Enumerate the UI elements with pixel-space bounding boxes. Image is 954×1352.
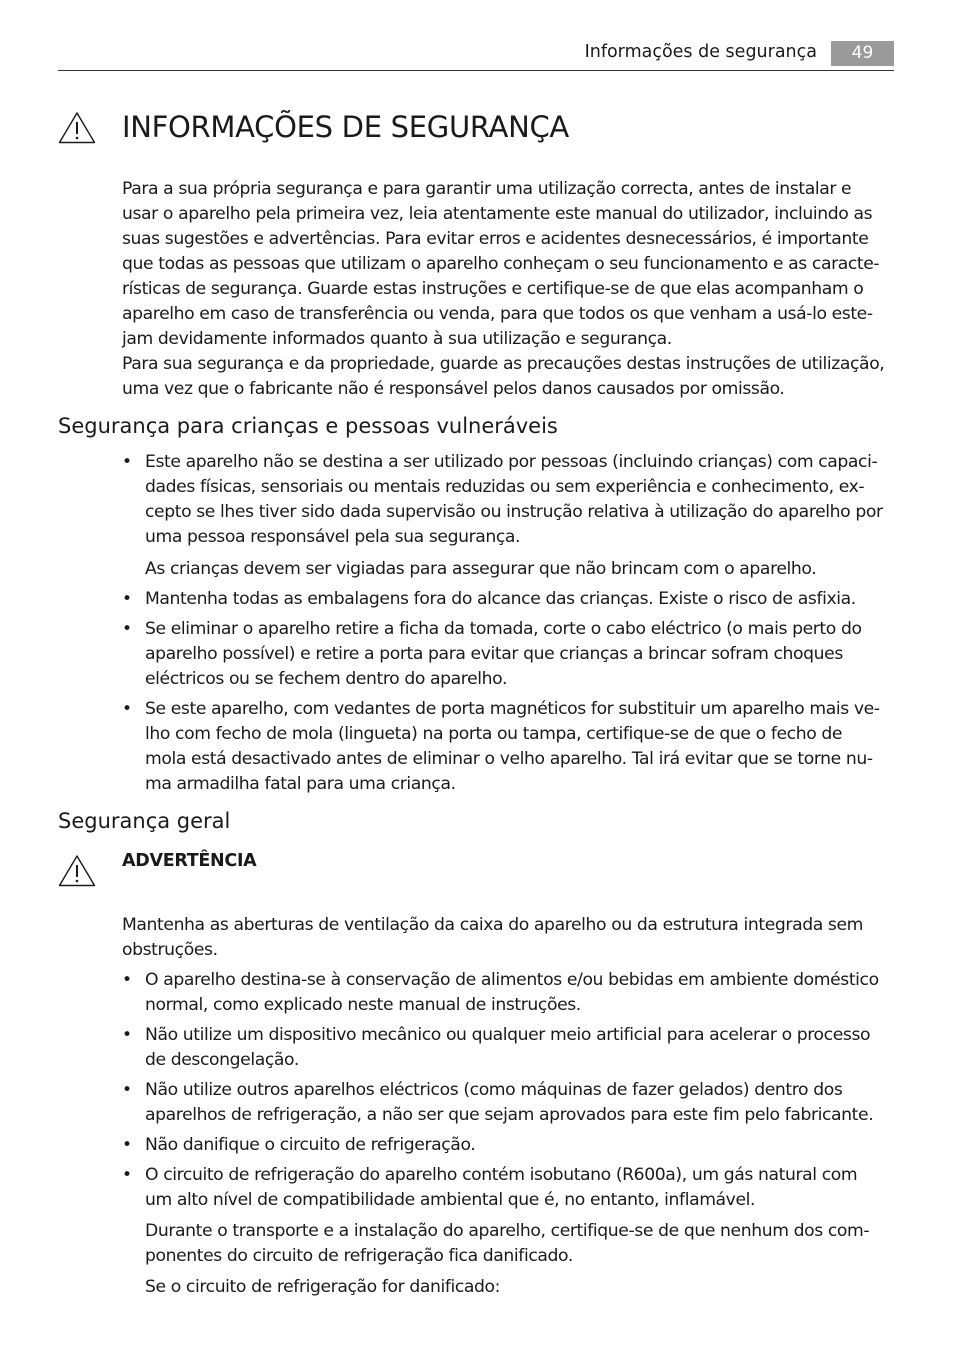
text-line: jam devidamente informados quanto à sua utilização e segurança. (122, 329, 672, 349)
list-item (145, 1163, 895, 1213)
text-line: aparelho possível) e retire a porta para evitar que crianças a brincar sofram choques (145, 644, 843, 664)
text-line: Se eliminar o aparelho retire a ficha da tomada, corte o cabo eléctrico (o mais perto do (145, 619, 862, 639)
bullet-marker: • (122, 699, 133, 719)
text-line: rísticas de segurança. Guarde estas instruções e certifique-se de que elas acompanham o (122, 279, 864, 299)
text-line: lho com fecho de mola (lingueta) na porta ou tampa, certifique-se de que o fecho de (145, 724, 843, 744)
warning-paragraph (122, 913, 894, 963)
list-item (145, 617, 895, 692)
text-line: Mantenha todas as embalagens fora do alcance das crianças. Existe o risco de asfixia. (145, 589, 856, 609)
intro-paragraph (122, 177, 894, 402)
bullet-marker: • (122, 1025, 133, 1045)
text-line: uma vez que o fabricante não é responsável pelos danos causados por omissão. (122, 379, 785, 399)
text-line: Não utilize outros aparelhos eléctricos (como máquinas de fazer gelados) dentro dos (145, 1080, 843, 1100)
bullet-marker: • (122, 970, 133, 990)
bullet-marker: • (122, 452, 133, 472)
text-line: ma armadilha fatal para uma criança. (145, 774, 456, 794)
text-line: que todas as pessoas que utilizam o aparelho conheçam o seu funcionamento e as caracte- (122, 254, 880, 274)
list-item-note (145, 1275, 895, 1300)
list-item (145, 1078, 895, 1128)
text-line: O aparelho destina-se à conservação de alimentos e/ou bebidas em ambiente doméstico (145, 970, 879, 990)
text-line: As crianças devem ser vigiadas para assegurar que não brincam com o aparelho. (145, 559, 817, 579)
text-line: Este aparelho não se destina a ser utilizado por pessoas (incluindo crianças) com capaci- (145, 452, 878, 472)
list-item-note (145, 1219, 895, 1269)
section-heading-general-safety: Segurança geral (58, 809, 231, 833)
list-item (145, 1023, 895, 1073)
text-line: Mantenha as aberturas de ventilação da caixa do aparelho ou da estrutura integrada sem (122, 915, 863, 935)
list-item (145, 587, 895, 612)
header-divider (58, 70, 894, 71)
list-item (145, 450, 895, 550)
bullet-marker: • (122, 1135, 133, 1155)
text-line: O circuito de refrigeração do aparelho contém isobutano (R600a), um gás natural com (145, 1165, 858, 1185)
text-line: normal, como explicado neste manual de instruções. (145, 995, 581, 1015)
bullet-marker: • (122, 589, 133, 609)
warning-triangle-icon (58, 854, 96, 887)
text-line: Não danifique o circuito de refrigeração. (145, 1135, 476, 1155)
warning-label: ADVERTÊNCIA (122, 851, 257, 871)
text-line: ponentes do circuito de refrigeração fica danificado. (145, 1246, 573, 1266)
text-line: Se este aparelho, com vedantes de porta magnéticos for substituir um aparelho mais ve- (145, 699, 880, 719)
text-line: Para sua segurança e da propriedade, guarde as precauções destas instruções de utilização, (122, 354, 885, 374)
text-line: obstruções. (122, 940, 218, 960)
bullet-marker: • (122, 1080, 133, 1100)
bullet-marker: • (122, 619, 133, 639)
running-header: Informações de segurança (584, 42, 817, 62)
text-line: aparelhos de refrigeração, a não ser que sejam aprovados para este fim pelo fabricante. (145, 1105, 874, 1125)
text-line: de descongelação. (145, 1050, 299, 1070)
page-number: 49 (831, 41, 894, 66)
list-item (145, 968, 895, 1018)
list-item (145, 1133, 895, 1158)
text-line: usar o aparelho pela primeira vez, leia atentamente este manual do utilizador, incluindo as (122, 204, 873, 224)
warning-triangle-icon (58, 111, 96, 144)
text-line: mola está desactivado antes de eliminar o velho aparelho. Tal irá evitar que se torne nu- (145, 749, 873, 769)
text-line: Se o circuito de refrigeração for danificado: (145, 1277, 501, 1297)
text-line: um alto nível de compatibilidade ambiental que é, no entanto, inflamável. (145, 1190, 756, 1210)
text-line: Para a sua própria segurança e para garantir uma utilização correcta, antes de instalar e (122, 179, 852, 199)
text-line: eléctricos ou se fechem dentro do aparelho. (145, 669, 508, 689)
text-line: Durante o transporte e a instalação do aparelho, certifique-se de que nenhum dos com- (145, 1221, 870, 1241)
text-line: cepto se lhes tiver sido dada supervisão ou instrução relativa à utilização do aparelho por (145, 502, 883, 522)
page-title: INFORMAÇÕES DE SEGURANÇA (122, 110, 569, 144)
text-line: suas sugestões e advertências. Para evitar erros e acidentes desnecessários, é importante (122, 229, 869, 249)
text-line: uma pessoa responsável pela sua segurança. (145, 527, 521, 547)
list-item-note (145, 557, 895, 582)
text-line: Não utilize um dispositivo mecânico ou qualquer meio artificial para acelerar o processo (145, 1025, 871, 1045)
text-line: aparelho em caso de transferência ou venda, para que todos os que venham a usá-lo este- (122, 304, 873, 324)
text-line: dades físicas, sensoriais ou mentais reduzidas ou sem experiência e conhecimento, ex- (145, 477, 865, 497)
section-heading-children-safety: Segurança para crianças e pessoas vulneráveis (58, 414, 558, 438)
list-item (145, 697, 895, 797)
bullet-marker: • (122, 1165, 133, 1185)
